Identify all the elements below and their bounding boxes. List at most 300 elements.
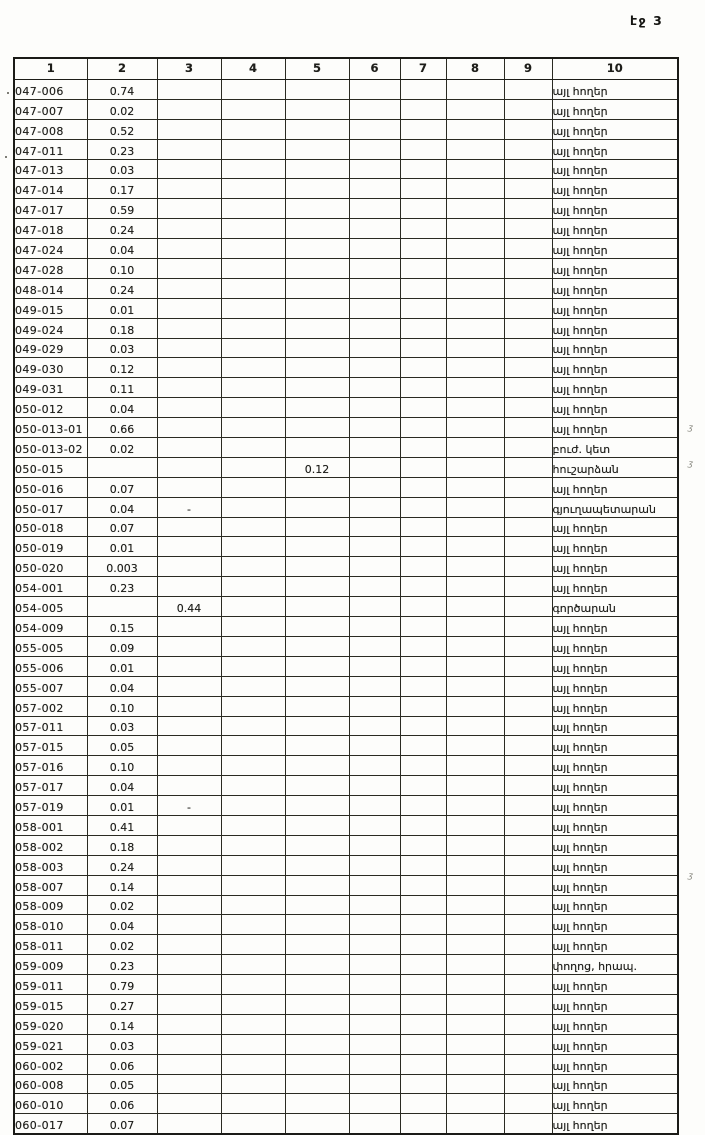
value-cell [504, 219, 552, 239]
value-cell [446, 676, 504, 696]
value-cell [157, 935, 221, 955]
value-cell [157, 378, 221, 398]
value-cell [446, 597, 504, 617]
value-cell [504, 80, 552, 100]
land-type-cell: այլ հողեր [552, 119, 678, 139]
value-cell [157, 438, 221, 458]
value-cell [446, 497, 504, 517]
value-cell [400, 656, 446, 676]
parcel-code-cell: 049-029 [14, 338, 87, 358]
value-cell [504, 756, 552, 776]
land-type-cell: այլ հողեր [552, 895, 678, 915]
value-cell: 0.05 [87, 736, 157, 756]
value-cell: 0.09 [87, 636, 157, 656]
value-cell [504, 159, 552, 179]
value-cell [285, 656, 349, 676]
value-cell [221, 656, 285, 676]
parcel-code-cell: 055-006 [14, 656, 87, 676]
value-cell [400, 278, 446, 298]
value-cell [157, 875, 221, 895]
parcel-code-cell: 050-015 [14, 457, 87, 477]
column-header-3: 3 [157, 58, 221, 80]
value-cell [446, 1014, 504, 1034]
value-cell [221, 119, 285, 139]
value-cell [400, 418, 446, 438]
parcel-code-cell: 058-009 [14, 895, 87, 915]
value-cell [157, 517, 221, 537]
value-cell [504, 477, 552, 497]
value-cell [157, 298, 221, 318]
value-cell: 0.52 [87, 119, 157, 139]
value-cell [285, 756, 349, 776]
land-type-cell: այլ հողեր [552, 537, 678, 557]
value-cell [400, 875, 446, 895]
value-cell [504, 955, 552, 975]
land-type-cell: այլ հողեր [552, 736, 678, 756]
value-cell [400, 696, 446, 716]
value-cell [157, 338, 221, 358]
table-row [14, 418, 678, 438]
value-cell [285, 636, 349, 656]
land-type-cell: այլ հողեր [552, 517, 678, 537]
land-type-cell: այլ հողեր [552, 398, 678, 418]
land-type-cell: այլ հողեր [552, 1114, 678, 1134]
value-cell [157, 537, 221, 557]
value-cell [504, 1054, 552, 1074]
value-cell [285, 1114, 349, 1134]
value-cell [349, 358, 400, 378]
parcel-code-cell: 059-009 [14, 955, 87, 975]
value-cell [504, 736, 552, 756]
value-cell [221, 577, 285, 597]
value-cell [504, 119, 552, 139]
value-cell [400, 358, 446, 378]
table-row [14, 358, 678, 378]
table-row [14, 1014, 678, 1034]
value-cell [504, 915, 552, 935]
value-cell [285, 855, 349, 875]
land-type-cell: փողոց, հրապ. [552, 955, 678, 975]
value-cell [285, 418, 349, 438]
value-cell [446, 617, 504, 637]
table-row [14, 219, 678, 239]
land-type-cell: այլ հողեր [552, 477, 678, 497]
value-cell [285, 119, 349, 139]
value-cell [285, 895, 349, 915]
value-cell [157, 756, 221, 776]
table-row [14, 80, 678, 100]
table-row [14, 855, 678, 875]
value-cell [157, 418, 221, 438]
value-cell [400, 756, 446, 776]
value-cell [446, 716, 504, 736]
value-cell [400, 955, 446, 975]
value-cell [446, 1114, 504, 1134]
value-cell [349, 1034, 400, 1054]
value-cell [400, 457, 446, 477]
parcel-code-cell: 059-020 [14, 1014, 87, 1034]
land-type-cell: այլ հողեր [552, 994, 678, 1014]
value-cell [504, 1014, 552, 1034]
value-cell [504, 617, 552, 637]
value-cell [349, 656, 400, 676]
land-type-cell: այլ հողեր [552, 378, 678, 398]
parcel-code-cell: 058-002 [14, 835, 87, 855]
value-cell [285, 577, 349, 597]
value-cell [221, 855, 285, 875]
value-cell [221, 477, 285, 497]
value-cell [221, 378, 285, 398]
parcel-code-cell: 057-015 [14, 736, 87, 756]
value-cell: 0.01 [87, 298, 157, 318]
value-cell [221, 537, 285, 557]
value-cell [446, 239, 504, 259]
parcel-code-cell: 060-008 [14, 1074, 87, 1094]
scan-noise-speck [7, 92, 9, 94]
value-cell: 0.10 [87, 756, 157, 776]
value-cell [349, 438, 400, 458]
value-cell [400, 497, 446, 517]
table-row [14, 577, 678, 597]
value-cell [221, 636, 285, 656]
value-cell [157, 179, 221, 199]
land-parcels-table-container [13, 57, 679, 1135]
value-cell [221, 756, 285, 776]
value-cell [221, 398, 285, 418]
value-cell [221, 696, 285, 716]
land-type-cell: այլ հողեր [552, 318, 678, 338]
table-row [14, 676, 678, 696]
table-row [14, 835, 678, 855]
parcel-code-cell: 059-021 [14, 1034, 87, 1054]
value-cell [446, 179, 504, 199]
value-cell [285, 557, 349, 577]
value-cell [349, 617, 400, 637]
value-cell [349, 597, 400, 617]
value-cell [157, 835, 221, 855]
value-cell [504, 358, 552, 378]
value-cell [221, 895, 285, 915]
table-row [14, 994, 678, 1014]
parcel-code-cell: 047-013 [14, 159, 87, 179]
table-row [14, 557, 678, 577]
value-cell [349, 338, 400, 358]
value-cell [285, 915, 349, 935]
parcel-code-cell: 058-011 [14, 935, 87, 955]
table-row [14, 179, 678, 199]
column-header-2: 2 [87, 58, 157, 80]
value-cell [504, 259, 552, 279]
value-cell [400, 99, 446, 119]
value-cell: 0.06 [87, 1094, 157, 1114]
value-cell [157, 159, 221, 179]
value-cell [349, 259, 400, 279]
value-cell [221, 418, 285, 438]
value-cell [400, 537, 446, 557]
value-cell [349, 418, 400, 438]
column-header-8: 8 [446, 58, 504, 80]
table-row [14, 756, 678, 776]
table-row [14, 517, 678, 537]
value-cell [285, 259, 349, 279]
value-cell [285, 736, 349, 756]
value-cell: 0.17 [87, 179, 157, 199]
table-row [14, 239, 678, 259]
column-header-6: 6 [349, 58, 400, 80]
handwritten-margin-mark: ʒ [687, 870, 695, 882]
table-row [14, 736, 678, 756]
value-cell [504, 517, 552, 537]
value-cell [446, 1054, 504, 1074]
value-cell [285, 1074, 349, 1094]
value-cell [221, 1034, 285, 1054]
value-cell [285, 99, 349, 119]
table-row [14, 318, 678, 338]
value-cell [504, 815, 552, 835]
value-cell [285, 716, 349, 736]
land-type-cell: այլ հողեր [552, 855, 678, 875]
value-cell [504, 179, 552, 199]
value-cell [285, 298, 349, 318]
value-cell [221, 597, 285, 617]
value-cell [400, 1054, 446, 1074]
parcel-code-cell: 050-018 [14, 517, 87, 537]
value-cell [285, 796, 349, 816]
value-cell: 0.18 [87, 835, 157, 855]
value-cell [157, 80, 221, 100]
value-cell [221, 139, 285, 159]
parcel-code-cell: 047-007 [14, 99, 87, 119]
parcel-code-cell: 058-007 [14, 875, 87, 895]
value-cell [504, 278, 552, 298]
value-cell [285, 378, 349, 398]
value-cell [157, 975, 221, 995]
value-cell [87, 457, 157, 477]
value-cell [400, 617, 446, 637]
value-cell [349, 696, 400, 716]
value-cell [400, 636, 446, 656]
value-cell [400, 815, 446, 835]
value-cell [349, 1094, 400, 1114]
land-type-cell: այլ հողեր [552, 756, 678, 776]
value-cell [157, 716, 221, 736]
value-cell [504, 776, 552, 796]
value-cell: 0.24 [87, 219, 157, 239]
value-cell [221, 179, 285, 199]
value-cell [157, 915, 221, 935]
value-cell [446, 278, 504, 298]
table-header [14, 58, 678, 80]
value-cell [157, 1054, 221, 1074]
value-cell [446, 756, 504, 776]
value-cell [504, 716, 552, 736]
table-row [14, 796, 678, 816]
value-cell [87, 597, 157, 617]
table-row [14, 776, 678, 796]
value-cell [446, 80, 504, 100]
value-cell [446, 438, 504, 458]
value-cell [349, 557, 400, 577]
value-cell: 0.66 [87, 418, 157, 438]
value-cell [400, 80, 446, 100]
land-type-cell: հուշարձան [552, 457, 678, 477]
value-cell [400, 835, 446, 855]
value-cell: 0.03 [87, 716, 157, 736]
value-cell [285, 935, 349, 955]
column-header-5: 5 [285, 58, 349, 80]
value-cell [285, 1034, 349, 1054]
value-cell [221, 776, 285, 796]
value-cell [349, 159, 400, 179]
value-cell [400, 477, 446, 497]
table-row [14, 537, 678, 557]
value-cell [504, 1074, 552, 1094]
table-row [14, 1054, 678, 1074]
value-cell [504, 557, 552, 577]
value-cell [221, 994, 285, 1014]
value-cell [157, 955, 221, 975]
value-cell [349, 318, 400, 338]
value-cell [504, 497, 552, 517]
parcel-code-cell: 060-010 [14, 1094, 87, 1114]
table-row [14, 477, 678, 497]
value-cell [400, 935, 446, 955]
value-cell [285, 398, 349, 418]
value-cell [400, 796, 446, 816]
value-cell [446, 199, 504, 219]
value-cell [446, 835, 504, 855]
table-row [14, 636, 678, 656]
value-cell [349, 835, 400, 855]
parcel-code-cell: 047-011 [14, 139, 87, 159]
value-cell [157, 855, 221, 875]
value-cell [157, 617, 221, 637]
value-cell [349, 99, 400, 119]
value-cell [504, 935, 552, 955]
value-cell [285, 199, 349, 219]
value-cell: 0.04 [87, 776, 157, 796]
value-cell [349, 278, 400, 298]
parcel-code-cell: 058-010 [14, 915, 87, 935]
value-cell [504, 139, 552, 159]
value-cell [221, 298, 285, 318]
value-cell [221, 318, 285, 338]
table-row [14, 1114, 678, 1134]
value-cell [446, 577, 504, 597]
value-cell [157, 1074, 221, 1094]
handwritten-margin-mark: ʒ [687, 458, 695, 469]
value-cell [446, 696, 504, 716]
value-cell [504, 796, 552, 816]
value-cell: 0.18 [87, 318, 157, 338]
value-cell [221, 1114, 285, 1134]
value-cell [157, 656, 221, 676]
table-row [14, 159, 678, 179]
value-cell [400, 1074, 446, 1094]
value-cell: - [157, 796, 221, 816]
value-cell [221, 617, 285, 637]
land-type-cell: այլ հողեր [552, 418, 678, 438]
value-cell [285, 477, 349, 497]
value-cell: 0.11 [87, 378, 157, 398]
value-cell: 0.02 [87, 895, 157, 915]
land-type-cell: այլ հողեր [552, 1034, 678, 1054]
parcel-code-cell: 049-030 [14, 358, 87, 378]
value-cell [446, 1074, 504, 1094]
value-cell [400, 1014, 446, 1034]
value-cell [400, 398, 446, 418]
value-cell [504, 318, 552, 338]
value-cell [446, 418, 504, 438]
parcel-code-cell: 050-017 [14, 497, 87, 517]
value-cell [157, 1014, 221, 1034]
parcel-code-cell: 050-020 [14, 557, 87, 577]
value-cell [446, 955, 504, 975]
value-cell [157, 696, 221, 716]
table-row [14, 139, 678, 159]
land-type-cell: այլ հողեր [552, 835, 678, 855]
value-cell: 0.01 [87, 537, 157, 557]
parcel-code-cell: 059-011 [14, 975, 87, 995]
value-cell [504, 577, 552, 597]
value-cell [349, 994, 400, 1014]
value-cell [349, 1054, 400, 1074]
value-cell: 0.04 [87, 497, 157, 517]
scan-noise-speck [5, 156, 7, 158]
land-type-cell: այլ հողեր [552, 278, 678, 298]
value-cell [157, 1114, 221, 1134]
table-row [14, 338, 678, 358]
value-cell [446, 517, 504, 537]
value-cell [504, 537, 552, 557]
value-cell [349, 855, 400, 875]
value-cell [221, 80, 285, 100]
value-cell: 0.24 [87, 855, 157, 875]
value-cell [504, 438, 552, 458]
parcel-code-cell: 050-013-01 [14, 418, 87, 438]
parcel-code-cell: 058-001 [14, 815, 87, 835]
value-cell [285, 80, 349, 100]
land-type-cell: այլ հողեր [552, 617, 678, 637]
value-cell [446, 656, 504, 676]
value-cell [285, 159, 349, 179]
value-cell [221, 457, 285, 477]
value-cell [221, 676, 285, 696]
parcel-code-cell: 060-017 [14, 1114, 87, 1134]
value-cell [349, 815, 400, 835]
value-cell [446, 975, 504, 995]
parcel-code-cell: 050-012 [14, 398, 87, 418]
land-type-cell: այլ հողեր [552, 99, 678, 119]
land-type-cell: այլ հողեր [552, 577, 678, 597]
value-cell [446, 796, 504, 816]
value-cell [446, 259, 504, 279]
value-cell [504, 855, 552, 875]
value-cell [446, 398, 504, 418]
value-cell [221, 99, 285, 119]
table-row [14, 259, 678, 279]
value-cell: 0.07 [87, 517, 157, 537]
value-cell [285, 517, 349, 537]
table-row [14, 597, 678, 617]
table-row [14, 99, 678, 119]
value-cell [349, 577, 400, 597]
value-cell: 0.14 [87, 875, 157, 895]
value-cell [400, 199, 446, 219]
value-cell [446, 119, 504, 139]
value-cell: 0.24 [87, 278, 157, 298]
parcel-code-cell: 047-008 [14, 119, 87, 139]
